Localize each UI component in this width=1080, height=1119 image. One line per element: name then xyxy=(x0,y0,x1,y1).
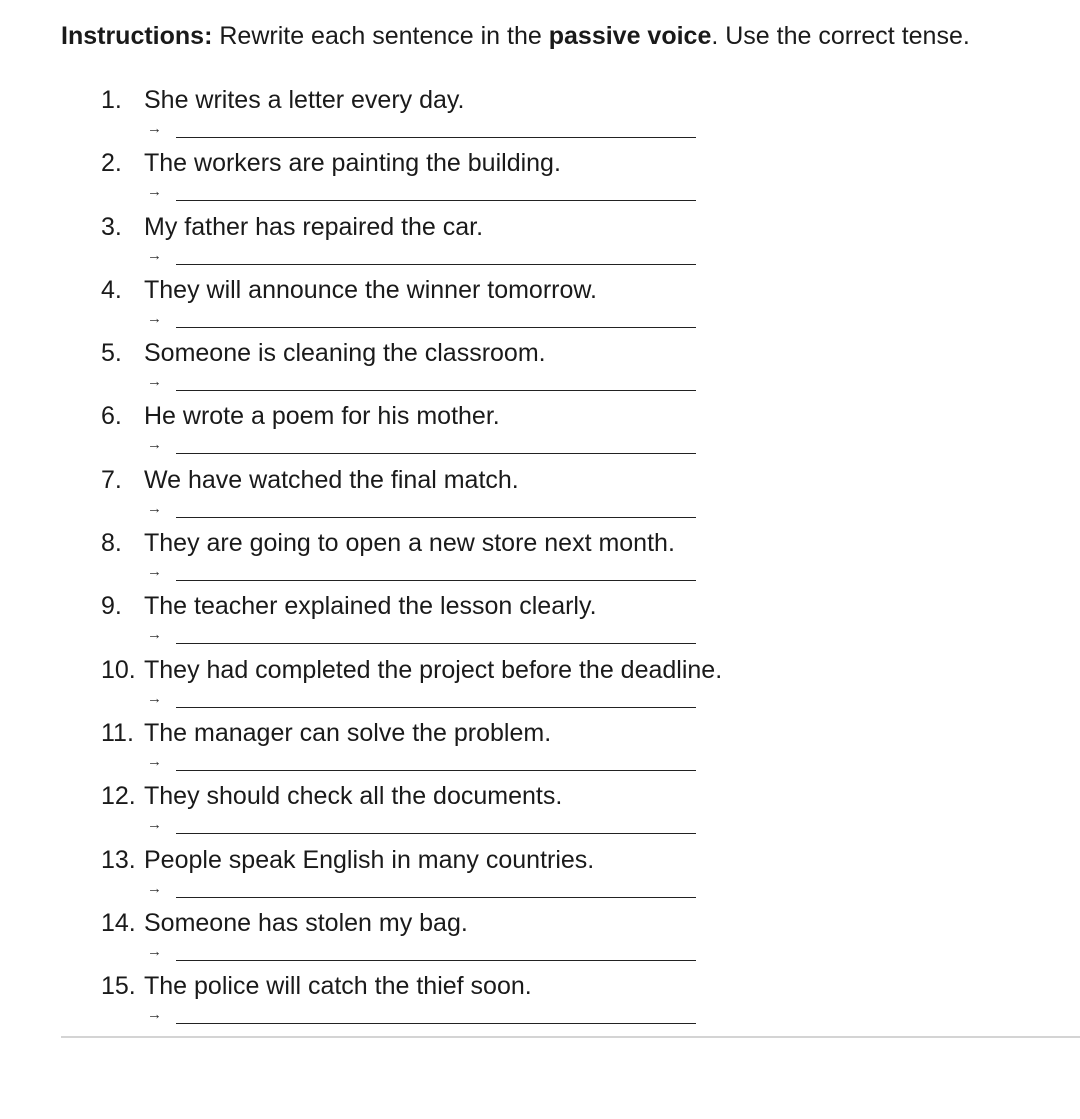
list-item xyxy=(0,905,1080,968)
arrow-icon: → xyxy=(147,879,162,897)
arrow-icon: → xyxy=(147,373,162,391)
question-sentence: The manager can solve the problem. xyxy=(144,718,552,747)
answer-blank[interactable] xyxy=(176,390,696,391)
answer-blank[interactable] xyxy=(176,1023,696,1024)
question-sentence: They had completed the project before the deadline. xyxy=(144,655,723,684)
answer-blank[interactable] xyxy=(176,327,696,328)
question-number: 13. xyxy=(101,845,136,874)
arrow-icon: → xyxy=(147,183,162,201)
answer-blank[interactable] xyxy=(176,453,696,454)
question-sentence: Someone is cleaning the classroom. xyxy=(144,339,546,368)
question-number: 14. xyxy=(101,908,136,937)
answer-blank[interactable] xyxy=(176,960,696,961)
instructions-label: Instructions: xyxy=(61,22,213,50)
list-item xyxy=(0,462,1080,525)
instructions-text: Rewrite each sentence in the xyxy=(219,22,542,50)
question-number: 3. xyxy=(101,212,122,241)
list-item xyxy=(0,398,1080,461)
question-sentence: We have watched the final match. xyxy=(144,465,519,494)
answer-blank[interactable] xyxy=(176,264,696,265)
question-number: 12. xyxy=(101,782,136,811)
question-sentence: She writes a letter every day. xyxy=(144,86,465,114)
list-item xyxy=(0,652,1080,715)
arrow-icon: → xyxy=(147,563,162,581)
question-number: 9. xyxy=(101,592,122,621)
instructions-emphasis: passive voice xyxy=(548,22,712,50)
question-number: 1. xyxy=(101,86,122,114)
question-number: 8. xyxy=(101,529,122,558)
question-number: 15. xyxy=(101,972,136,1001)
question-sentence: People speak English in many countries. xyxy=(144,845,595,874)
question-sentence: The workers are painting the building. xyxy=(144,149,561,178)
list-item xyxy=(0,588,1080,651)
question-sentence: The teacher explained the lesson clearly. xyxy=(144,592,597,621)
list-item xyxy=(0,272,1080,335)
list-item xyxy=(0,842,1080,905)
answer-blank[interactable] xyxy=(176,770,696,771)
answer-blank[interactable] xyxy=(176,707,696,708)
answer-blank[interactable] xyxy=(176,200,696,201)
question-sentence: They should check all the documents. xyxy=(144,782,563,811)
question-number: 5. xyxy=(101,339,122,368)
question-number: 6. xyxy=(101,402,122,431)
arrow-icon: → xyxy=(147,752,162,770)
question-sentence: The police will catch the thief soon. xyxy=(144,972,532,1001)
arrow-icon: → xyxy=(147,689,162,707)
list-item xyxy=(0,335,1080,398)
list-item xyxy=(0,209,1080,272)
question-sentence: He wrote a poem for his mother. xyxy=(144,402,500,431)
answer-blank[interactable] xyxy=(176,517,696,518)
question-list xyxy=(0,82,1080,1031)
arrow-icon: → xyxy=(147,1006,162,1024)
answer-blank[interactable] xyxy=(176,643,696,644)
list-item xyxy=(0,968,1080,1031)
arrow-icon: → xyxy=(147,436,162,454)
answer-blank[interactable] xyxy=(176,580,696,581)
question-sentence: Someone has stolen my bag. xyxy=(144,908,468,937)
list-item xyxy=(0,145,1080,208)
arrow-icon: → xyxy=(147,309,162,327)
answer-blank[interactable] xyxy=(176,137,696,138)
question-sentence: They will announce the winner tomorrow. xyxy=(144,275,598,304)
question-number: 10. xyxy=(101,655,136,684)
list-item xyxy=(0,525,1080,588)
instructions xyxy=(61,19,970,53)
arrow-icon: → xyxy=(147,499,162,517)
list-item xyxy=(0,82,1080,145)
question-number: 4. xyxy=(101,275,122,304)
bottom-divider xyxy=(61,1036,1080,1038)
list-item xyxy=(0,778,1080,841)
question-sentence: They are going to open a new store next month. xyxy=(144,529,675,558)
arrow-icon: → xyxy=(147,816,162,834)
arrow-icon: → xyxy=(147,246,162,264)
list-item xyxy=(0,715,1080,778)
answer-blank[interactable] xyxy=(176,833,696,834)
arrow-icon: → xyxy=(147,942,162,960)
question-sentence: My father has repaired the car. xyxy=(144,212,484,241)
arrow-icon: → xyxy=(147,626,162,644)
question-number: 11. xyxy=(101,718,134,747)
instructions-tail: . Use the correct tense. xyxy=(711,22,970,50)
answer-blank[interactable] xyxy=(176,897,696,898)
question-number: 2. xyxy=(101,149,122,178)
arrow-icon: → xyxy=(147,120,162,137)
question-number: 7. xyxy=(101,465,122,494)
